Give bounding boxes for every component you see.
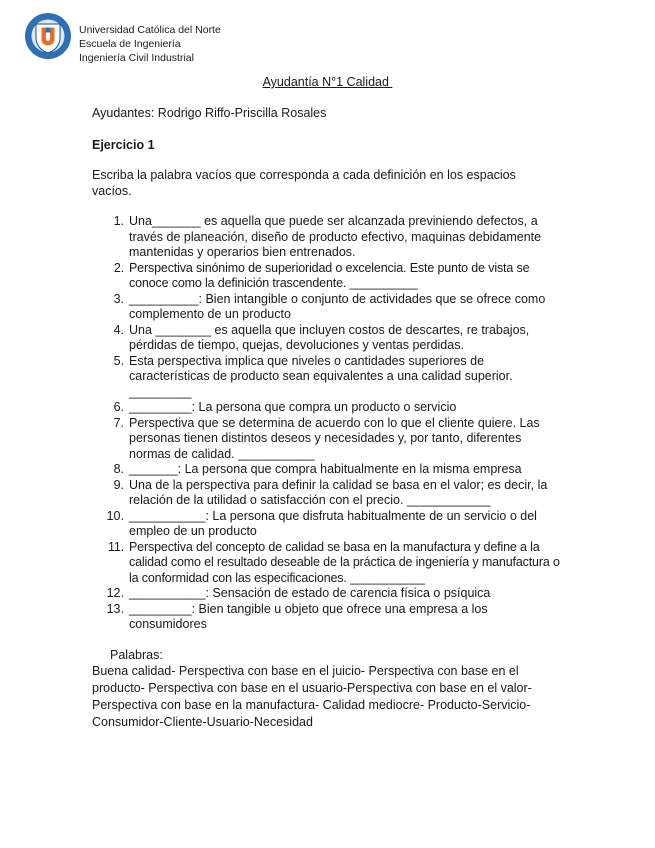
item-text: Perspectiva que se determina de acuerdo con lo que el cliente quiere. Las personas tienen distintos deseos y necesidades y, por tanto, diferentes normas de calidad. ___________	[129, 415, 540, 461]
institution-header	[79, 23, 221, 65]
definition-list	[92, 214, 564, 633]
list-item	[92, 354, 564, 401]
item-text: ___________: Sensación de estado de carencia física o psíquica	[129, 586, 491, 600]
list-item	[92, 540, 564, 587]
item-number: 2.	[113, 260, 124, 275]
item-number: 10.	[106, 508, 124, 523]
item-number: 5.	[113, 353, 124, 368]
list-item	[92, 509, 564, 540]
list-item	[92, 214, 564, 261]
school-name: Escuela de Ingeniería	[79, 38, 181, 50]
program-name: Ingeniería Civil Industrial	[79, 52, 194, 64]
item-text: _______: La persona que compra habitualmente en la misma empresa	[129, 462, 522, 476]
item-text: Una_______ es aquella que puede ser alcanzada previniendo defectos, a través de planeación, diseño de producto efectivo, maquinas debidamente mantenidas y operarios bien entrenados.	[129, 214, 542, 259]
item-text: Perspectiva del concepto de calidad se basa en la manufactura y define a la calidad como el resultado deseable de la práctica de ingeniería y manufactura o la conformidad con las especificaciones. ___________	[129, 539, 560, 585]
exercise-title: Ejercicio 1	[92, 138, 155, 152]
item-text: Perspectiva sinónimo de superioridad o excelencia. Este punto de vista se conoce como la definición trascendente. __________	[129, 260, 530, 290]
exercise-instructions: Escriba la palabra vacíos que corresponda a cada definición en los espacios vacíos.	[92, 168, 516, 198]
item-number: 3.	[113, 291, 124, 306]
university-name: Universidad Católica del Norte	[79, 24, 221, 36]
list-item	[92, 478, 564, 509]
item-number: 9.	[113, 477, 124, 492]
item-number: 6.	[113, 400, 124, 414]
university-seal-logo	[24, 12, 72, 60]
item-number: 1.	[113, 214, 124, 228]
item-number: 11.	[108, 539, 124, 554]
list-item	[92, 261, 564, 292]
item-number: 12.	[106, 586, 124, 600]
item-text: Una ________ es aquella que incluyen costos de descartes, re trabajos, pérdidas de tiempo, quejas, devoluciones y ventas perdidas.	[129, 322, 530, 352]
item-number: 4.	[113, 322, 124, 337]
list-item	[92, 462, 564, 478]
helpers-line: Ayudantes: Rodrigo Riffo-Priscilla Rosales	[92, 106, 327, 120]
list-item	[92, 586, 564, 602]
word-bank-list: Buena calidad- Perspectiva con base en el juicio- Perspectiva con base en el producto- Perspectiva con base en el usuario-Perspectiva con base en el valor-Perspectiva con base en la manufactura- Calidad mediocre- Producto-Servicio-Consumidor-Cliente-Usuario-Necesidad	[92, 664, 532, 729]
item-text: ___________: La persona que disfruta habitualmente de un servicio o del empleo de un producto	[129, 508, 537, 538]
list-item	[92, 602, 564, 633]
item-number: 7.	[113, 415, 124, 430]
item-text: Esta perspectiva implica que niveles o cantidades superiores de características de producto sean equivalentes a una calidad superior. _________	[129, 353, 513, 399]
list-item	[92, 292, 564, 323]
document-title: Ayudantía N°1 Calidad	[262, 75, 393, 89]
item-text: _________: La persona que compra un producto o servicio	[129, 400, 457, 414]
item-number: 8.	[113, 462, 124, 476]
list-item	[92, 400, 564, 416]
word-bank-label: Palabras:	[110, 648, 163, 662]
item-text: _________: Bien tangible u objeto que ofrece una empresa a los consumidores	[129, 601, 488, 631]
item-text: Una de la perspectiva para definir la calidad se basa en el valor; es decir, la relación de la utilidad o satisfacción con el precio. ____________	[129, 477, 548, 507]
list-item	[92, 416, 564, 463]
item-number: 13.	[106, 601, 124, 616]
item-text: __________: Bien intangible o conjunto de actividades que se ofrece como complemento de un producto	[129, 291, 546, 321]
list-item	[92, 323, 564, 354]
